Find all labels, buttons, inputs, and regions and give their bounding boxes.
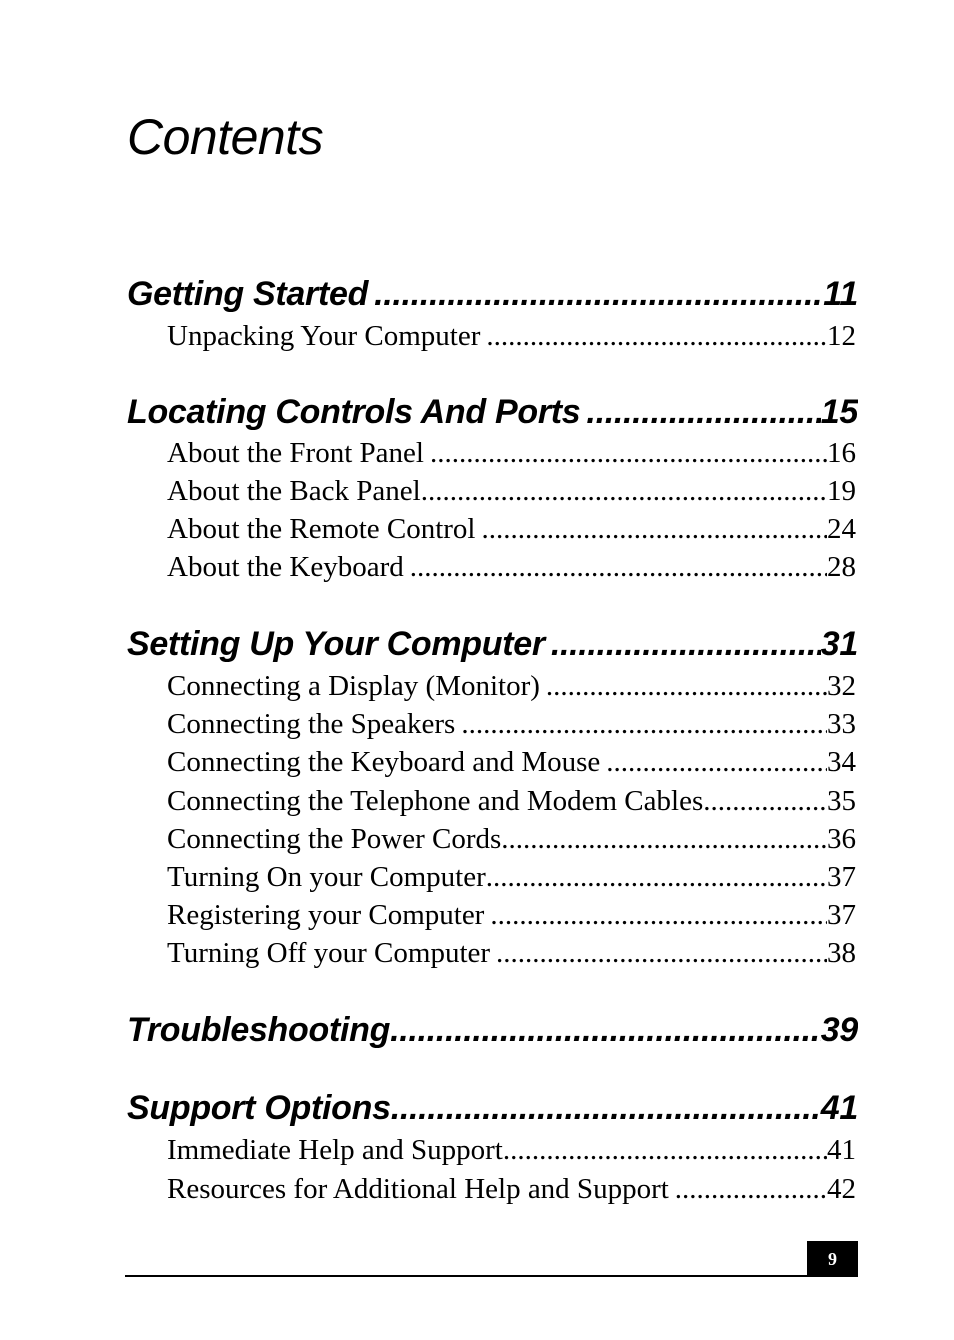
toc-item-label: Immediate Help and Support [167,1134,503,1166]
toc-section-title: Getting Started [127,275,369,313]
toc-dot-leader [600,743,827,781]
toc-item[interactable] [167,1131,856,1169]
toc-item[interactable] [167,472,856,510]
toc-item-label: Registering your Computer [167,899,485,931]
toc-item[interactable] [167,743,856,781]
toc-item[interactable] [167,667,856,705]
toc-item[interactable] [167,317,856,355]
toc-item-page: 28 [827,551,856,583]
toc-item-label: Turning Off your Computer [167,937,491,969]
toc-item-label: About the Keyboard [167,551,404,583]
toc-section-page: 41 [820,1089,858,1127]
toc-dot-leader [480,317,827,355]
toc-item[interactable] [167,548,856,586]
toc-item[interactable] [167,705,856,743]
toc-section-page: 31 [820,625,858,663]
toc-dot-leader [421,472,827,510]
toc-item-label: Connecting the Telephone and Modem Cables [167,785,704,817]
toc-item-label: Connecting a Display (Monitor) [167,670,540,702]
toc-section-title: Setting Up Your Computer [127,625,545,663]
toc-section-locating-controls[interactable] [127,390,858,434]
toc-section-getting-started[interactable] [127,272,858,316]
toc-item[interactable] [167,896,856,934]
toc-item-page: 24 [827,513,856,545]
toc-item-label: Connecting the Power Cords [167,823,502,855]
toc-dot-leader [490,934,827,972]
toc-dot-leader [540,667,827,705]
toc-item[interactable] [167,934,856,972]
toc-section-page: 39 [820,1011,858,1049]
toc-item-page: 42 [827,1173,856,1205]
page-title: Contents [127,109,324,165]
toc-item[interactable] [167,1170,856,1208]
toc-section-page: 11 [823,275,858,313]
toc-dot-leader [545,622,821,666]
toc-dot-leader [455,705,827,743]
toc-item-page: 12 [827,320,856,352]
page-number: 9 [828,1248,837,1269]
toc-item-label: About the Front Panel [167,437,424,469]
toc-dot-leader [368,272,823,316]
toc-dot-leader [404,548,827,586]
toc-section-troubleshooting[interactable] [127,1008,858,1052]
toc-dot-leader [476,510,828,548]
toc-dot-leader [486,858,827,896]
toc-item-label: About the Back Panel [167,475,421,507]
toc-dot-leader [424,434,827,472]
toc-section-setting-up[interactable] [127,622,858,666]
toc-dot-leader [501,820,827,858]
toc-item-label: Turning On your Computer [167,861,486,893]
toc-item-page: 35 [827,785,856,817]
toc-item-label: Unpacking Your Computer [167,320,481,352]
toc-item-page: 37 [827,861,856,893]
toc-item[interactable] [167,858,856,896]
toc-item-page: 19 [827,475,856,507]
toc-dot-leader [669,1170,827,1208]
toc-item-label: About the Remote Control [167,513,476,545]
toc-item[interactable] [167,782,856,820]
toc-item-page: 41 [827,1134,856,1166]
toc-item-page: 36 [827,823,856,855]
toc-dot-leader [390,1008,821,1052]
toc-item-page: 37 [827,899,856,931]
toc-section-title: Troubleshooting [127,1011,391,1049]
toc-item-label: Connecting the Keyboard and Mouse [167,746,601,778]
toc-section-page: 15 [820,393,858,431]
toc-dot-leader [703,782,827,820]
toc-item-page: 34 [827,746,856,778]
toc-dot-leader [391,1086,821,1130]
toc-item-page: 32 [827,670,856,702]
toc-item-page: 16 [827,437,856,469]
toc-item[interactable] [167,510,856,548]
toc-dot-leader [503,1131,827,1169]
page-number-badge [807,1241,858,1277]
toc-item-label: Resources for Additional Help and Support [167,1173,669,1205]
toc-item[interactable] [167,434,856,472]
toc-item-page: 38 [827,937,856,969]
toc-section-support-options[interactable] [127,1086,858,1130]
toc-item-page: 33 [827,708,856,740]
toc-dot-leader [484,896,827,934]
toc-item[interactable] [167,820,856,858]
toc-item-label: Connecting the Speakers [167,708,456,740]
toc-section-title: Support Options [127,1089,391,1127]
toc-dot-leader [580,390,820,434]
footer-rule [125,1275,858,1277]
toc-section-title: Locating Controls And Ports [127,393,581,431]
